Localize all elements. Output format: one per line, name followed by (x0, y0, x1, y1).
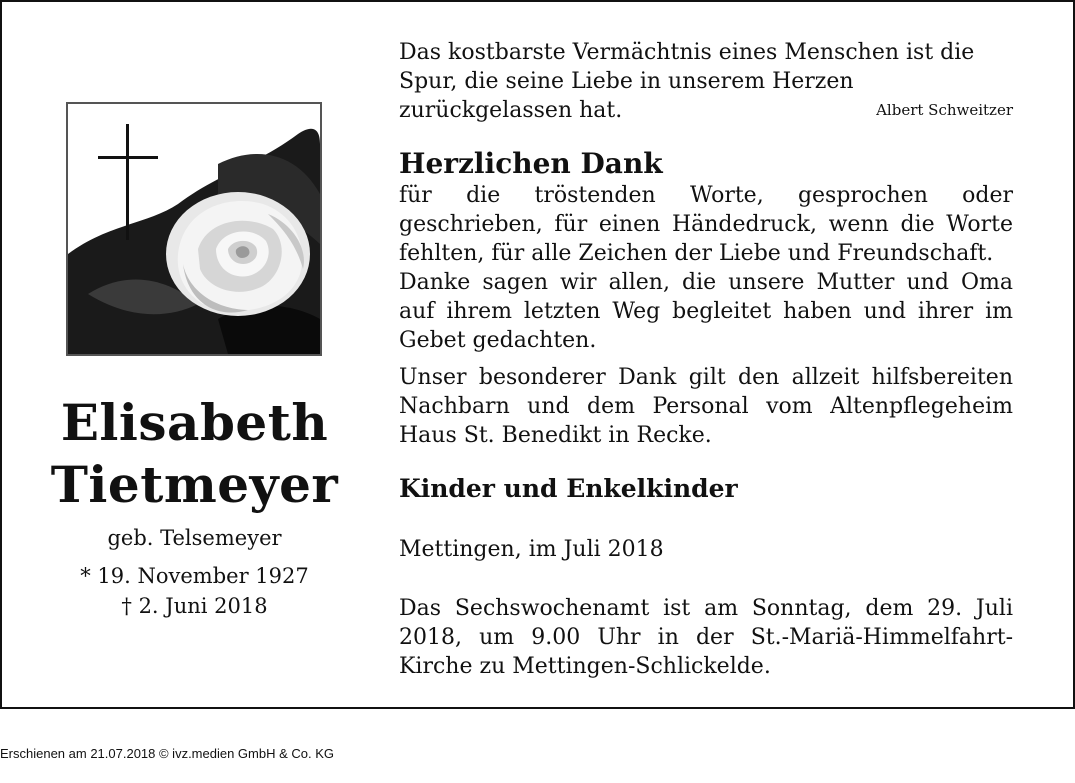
quote-text: Das kostbarste Vermächtnis eines Menschen ist die Spur, die seine Liebe in unserem Herzen zurückgelassen hat. (399, 40, 975, 123)
signoff: Kinder und Enkelkinder (399, 474, 738, 503)
cross-and-rose-icon (66, 102, 322, 356)
place-date: Mettingen, im Juli 2018 (399, 537, 664, 562)
deceased-last-name: Tietmeyer (50, 455, 339, 514)
quote-author: Albert Schweitzer (876, 101, 1013, 119)
thanks-paragraph-3: Unser besonderer Dank gilt den allzeit hilfsbereiten Nachbarn und dem Personal vom Altenpflegeheim Haus St. Benedikt in Recke. (399, 365, 1013, 448)
deceased-first-name: Elisabeth (60, 393, 329, 452)
death-date: † 2. Juni 2018 (121, 594, 268, 618)
service-notice: Das Sechswochenamt ist am Sonntag, dem 29. Juli 2018, um 9.00 Uhr in der St.-Mariä-Himmelfahrt-Kirche zu Mettingen-Schlickelde. (399, 596, 1013, 679)
thanks-paragraph-1: für die tröstenden Worte, gesprochen oder geschrieben, für einen Händedruck, wenn die Worte fehlten, für alle Zeichen der Liebe und Freundschaft. (399, 183, 1013, 266)
publication-footer: Erschienen am 21.07.2018 © ivz.medien GmbH & Co. KG (0, 746, 335, 761)
thanks-paragraph-2: Danke sagen wir allen, die unsere Mutter und Oma auf ihrem letzten Weg begleitet haben und ihrer im Gebet gedachten. (399, 270, 1013, 353)
thanks-heading: Herzlichen Dank (399, 147, 663, 180)
maiden-name: geb. Telsemeyer (107, 526, 282, 550)
birth-date: * 19. November 1927 (80, 564, 309, 588)
